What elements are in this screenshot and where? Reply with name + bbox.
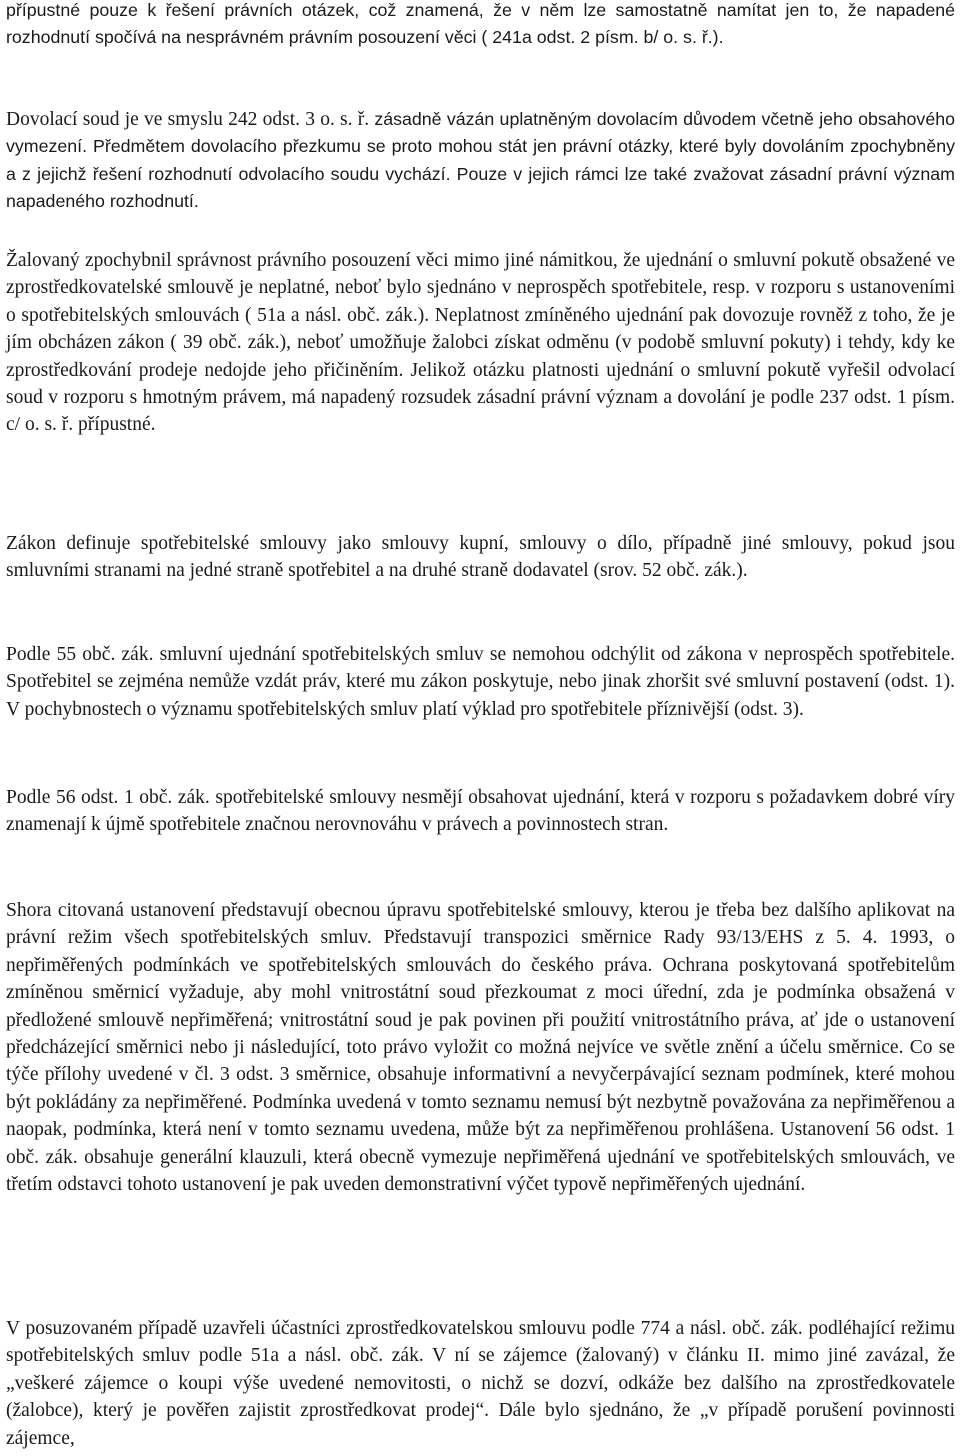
paragraph-text: přípustné pouze k řešení právních otázek, což znamená, že v něm lze samostatně namítat jen to, že napadené rozhodnutí spočívá na nesprávném právním posouzení věci ( 241a odst. 2 písm. b/ o. s. ř.). xyxy=(6,0,955,48)
paragraph-text: Dovolací soud je ve smyslu 242 odst. 3 o. s. ř. xyxy=(6,109,375,130)
paragraph-text: Shora citovaná ustanovení představují obecnou úpravu spotřebitelské smlouvy, kterou je třeba bez dalšího aplikovat na právní režim všech spotřebitelských smluv. Představují transpozici směrnice Rady 93/13/EHS z 5. 4. 1993, o nepřiměřených podmínkách ve spotřebitelských smlouvách do českého práva. Ochrana poskytovaná spotřebitelům zmíněnou směrnicí vyžaduje, aby mohl vnitrostátní soud přezkoumat z moci úřední, zda je podmínka obsažená v předložené smlouvě nepřiměřená; vnitrostátní soud je pak povinen při použití vnitrostátního práva, ať jde o ustanovení předcházející směrnici nebo ji následující, toto právo vyložit co možná nejvíce ve světle znění a účelu směrnice. Co se týče přílohy uvedené v čl. 3 odst. 3 směrnice, obsahuje informativní a nevyčerpávající seznam podmínek, které mohou být pokládány za nepřiměřené. Podmínka uvedená v tomto seznamu nemusí být nezbytně považována za nepřiměřenou a naopak, podmínka, která není v tomto seznamu uvedena, může být za nepřiměřenou prohlášena. Ustanovení 56 odst. 1 obč. zák. obsahuje generální klauzuli, která obecně vymezuje nepřiměřená ujednání ve spotřebitelských smlouvách, ve třetím odstavci tohoto ustanovení je pak uveden demonstrativní výčet typově nepřiměřených ujednání. xyxy=(6,900,955,1196)
paragraph xyxy=(6,106,955,216)
paragraph-text: Žalovaný zpochybnil správnost právního posouzení věci mimo jiné námitkou, že ujednání o smluvní pokutě obsažené ve zprostředkovatelské smlouvě je neplatné, neboť bylo sjednáno v neprospěch spotřebitele, resp. v rozporu s ustanoveními o spotřebitelských smlouvách ( 51a a násl. obč. zák.). Neplatnost zmíněného ujednání pak dovozuje rovněž z toho, že je jím obcházen zákon ( 39 obč. zák.), neboť umožňuje žalobci získat odměnu (v podobě smluvní pokuty) i tehdy, kdy ke zprostředkování prodeje nedojde jeho přičiněním. Jelikož otázku platnosti ujednání o smluvní pokutě vyřešil odvolací soud v rozporu s hmotným právem, má napadený rozsudek zásadní právní význam a dovolání je podle 237 odst. 1 písm. c/ o. s. ř. přípustné. xyxy=(6,250,955,436)
paragraph xyxy=(6,247,955,439)
paragraph xyxy=(6,641,955,723)
paragraph xyxy=(6,897,955,1198)
paragraph-text: Zákon definuje spotřebitelské smlouvy jako smlouvy kupní, smlouvy o dílo, případně jiné smlouvy, pokud jsou smluvními stranami na jedné straně spotřebitel a na druhé straně dodavatel (srov. 52 obč. zák.). xyxy=(6,533,955,582)
paragraph xyxy=(6,530,955,585)
paragraph xyxy=(6,1315,955,1452)
paragraph-text: V posuzovaném případě uzavřeli účastníci zprostředkovatelskou smlouvu podle 774 a násl. obč. zák. podléhající režimu spotřebitelských smluv podle 51a a násl. obč. zák. V ní se zájemce (žalovaný) v článku II. mimo jiné zavázal, že „veškeré zájemce o koupi výše uvedené nemovitosti, o nichž se dozví, odkáže bez dalšího na zprostředkovatele (žalobce), který je pověřen zajistit zprostředkovat prodej“. Dále bylo sjednáno, že „v případě porušení povinnosti zájemce, xyxy=(6,1318,955,1449)
paragraph-text: Podle 55 obč. zák. smluvní ujednání spotřebitelských smluv se nemohou odchýlit od zákona v neprospěch spotřebitele. Spotřebitel se zejména nemůže vzdát práv, které mu zákon poskytuje, nebo jinak zhoršit své smluvní postavení (odst. 1). V pochybnostech o významu spotřebitelských smluv platí výklad pro spotřebitele příznivější (odst. 3). xyxy=(6,644,955,720)
paragraph xyxy=(6,0,955,52)
paragraph xyxy=(6,784,955,839)
paragraph-text: Podle 56 odst. 1 obč. zák. spotřebitelské smlouvy nesmějí obsahovat ujednání, která v rozporu s požadavkem dobré víry znamenají k újmě spotřebitele značnou nerovnováhu v právech a povinnostech stran. xyxy=(6,787,955,836)
paragraph-text: zásadně vázán uplatněným dovolacím důvodem včetně jeho obsahového vymezení. Předmětem dovolacího přezkumu se proto mohou stát jen právní otázky, které byly dovoláním zpochybněny a z jejichž řešení rozhodnutí odvolacího soudu vychází. Pouze v jejich rámci lze také zvažovat zásadní právní význam napadeného rozhodnutí. xyxy=(6,109,955,212)
